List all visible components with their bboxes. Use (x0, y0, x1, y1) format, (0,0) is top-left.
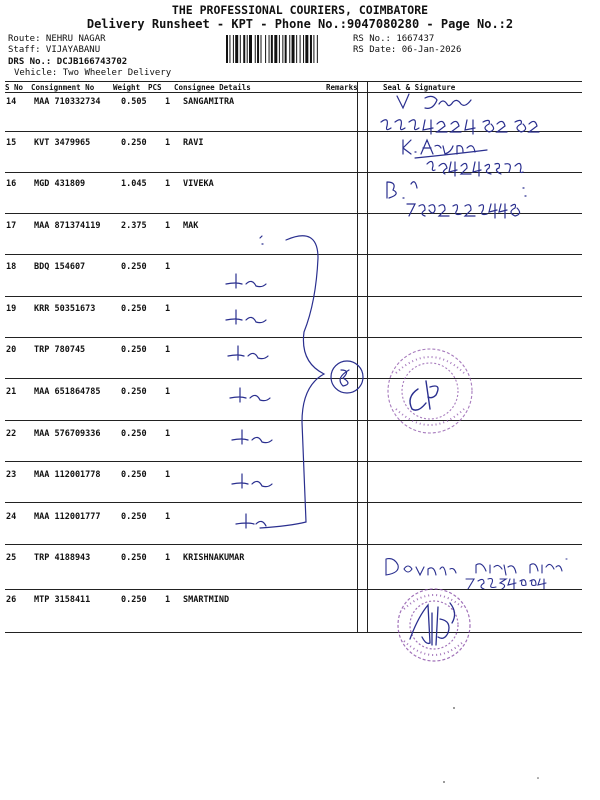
barcode-bar (265, 35, 266, 63)
row-sno: 17 (6, 221, 17, 231)
row-weight: 0.250 (121, 387, 147, 397)
barcode-bar (300, 35, 301, 63)
row-pcs: 1 (165, 595, 171, 605)
row-sno: 18 (6, 262, 17, 272)
row-weight: 0.250 (121, 512, 147, 522)
row-weight: 0.250 (121, 553, 147, 563)
row-pcs: 1 (165, 470, 171, 480)
row-consignee: KRISHNAKUMAR (183, 553, 245, 563)
row-weight: 0.250 (121, 262, 147, 272)
delivery-bracket-mark (220, 222, 370, 542)
row-pcs: 1 (165, 553, 171, 563)
row-pcs: 1 (165, 387, 171, 397)
barcode-bar (305, 35, 308, 63)
row-pcs: 1 (165, 304, 171, 314)
row-consignment: BDQ 154607 (34, 262, 86, 272)
barcode (226, 35, 350, 63)
row-pcs: 1 (165, 429, 171, 439)
barcode-bar (257, 35, 259, 63)
row-sno: 25 (6, 553, 17, 563)
row-consignment: MGD 431809 (34, 179, 86, 189)
row-consignment: MTP 3158411 (34, 595, 91, 605)
row-consignment: KVT 3479965 (34, 138, 91, 148)
barcode-bar (296, 35, 297, 63)
barcode-bar (313, 35, 314, 63)
rs-number: RS No.: 1667437 (353, 34, 435, 44)
barcode-bar (243, 35, 245, 63)
row-sno: 16 (6, 179, 17, 189)
row-weight: 0.250 (121, 345, 147, 355)
row-weight: 0.250 (121, 595, 147, 605)
row-consignee: VIVEKA (183, 179, 214, 189)
row-weight: 0.250 (121, 429, 147, 439)
row-sno: 19 (6, 304, 17, 314)
runsheet-subtitle: Delivery Runsheet - KPT - Phone No.:9047080280 - Page No.:2 (86, 17, 514, 31)
row-consignment: TRP 780745 (34, 345, 86, 355)
drs-value: DCJB166743702 (56, 57, 128, 67)
col-seal-signature: Seal & Signature (383, 83, 456, 92)
barcode-bar (261, 35, 262, 63)
col-weight: Weight (113, 83, 141, 92)
row-sno: 14 (6, 97, 17, 107)
row-weight: 0.250 (121, 138, 147, 148)
row-consignee: SANGAMITRA (183, 97, 235, 107)
barcode-bar (271, 35, 273, 63)
row-sno: 20 (6, 345, 17, 355)
row-sno: 23 (6, 470, 17, 480)
barcode-bar (310, 35, 312, 63)
handwritten-signatures-top (375, 92, 545, 222)
drs-number (8, 57, 127, 67)
col-consignee: Consignee Details (174, 83, 251, 92)
row-pcs: 1 (165, 345, 171, 355)
route-label: Route: NEHRU NAGAR (8, 34, 106, 44)
row-pcs: 1 (165, 138, 171, 148)
barcode-bar (229, 35, 230, 63)
row-pcs: 1 (165, 512, 171, 522)
row-consignment: KRR 50351673 (34, 304, 96, 314)
barcode-bar (233, 35, 234, 63)
row-consignee: MAK (183, 221, 199, 231)
drs-label: DRS No.: (8, 57, 52, 67)
barcode-bar (289, 35, 290, 63)
row-pcs: 1 (165, 221, 171, 231)
row-consignment: MAA 112001778 (34, 470, 101, 480)
row-consignment: MAA 710332734 (34, 97, 101, 107)
page-marks (420, 700, 540, 790)
col-remarks: Remarks (326, 83, 358, 92)
barcode-bar (235, 35, 238, 63)
company-seal-stamp-bottom (392, 583, 476, 667)
row-weight: 1.045 (121, 179, 147, 189)
col-consignment: Consignment No (31, 83, 95, 92)
row-weight: 2.375 (121, 221, 147, 231)
barcode-bar (292, 35, 295, 63)
row-consignment: MAA 871374119 (34, 221, 101, 231)
row-pcs: 1 (165, 262, 171, 272)
col-sno: S No (5, 83, 24, 92)
barcode-bar (249, 35, 252, 63)
row-consignment: MAA 651864785 (34, 387, 101, 397)
barcode-bar (240, 35, 241, 63)
row-weight: 0.250 (121, 470, 147, 480)
col-pcs: PCS (148, 83, 162, 92)
rs-date: RS Date: 06-Jan-2026 (353, 45, 462, 55)
barcode-bar (282, 35, 283, 63)
row-sno: 26 (6, 595, 17, 605)
row-pcs: 1 (165, 97, 171, 107)
row-consignee: SMARTMIND (183, 595, 230, 605)
row-sno: 24 (6, 512, 17, 522)
barcode-bar (285, 35, 287, 63)
row-weight: 0.505 (121, 97, 147, 107)
row-sno: 22 (6, 429, 17, 439)
barcode-bar (279, 35, 280, 63)
row-consignment: MAA 576709336 (34, 429, 101, 439)
barcode-bar (303, 35, 304, 63)
barcode-bar (317, 35, 318, 63)
row-consignment: TRP 4188943 (34, 553, 91, 563)
barcode-bar (247, 35, 248, 63)
row-consignment: MAA 112001777 (34, 512, 101, 522)
row-sno: 15 (6, 138, 17, 148)
handwritten-signature-row25 (380, 545, 580, 589)
vehicle-label: Vehicle: Two Wheeler Delivery (14, 68, 172, 78)
row-pcs: 1 (165, 179, 171, 189)
barcode-bar (226, 35, 228, 63)
barcode-bar (274, 35, 277, 63)
row-sno: 21 (6, 387, 17, 397)
row-weight: 0.250 (121, 304, 147, 314)
company-seal-stamp (378, 343, 482, 439)
barcode-bar (255, 35, 256, 63)
row-consignee: RAVI (183, 138, 204, 148)
barcode-bar (269, 35, 270, 63)
staff-label: Staff: VIJAYABANU (8, 45, 101, 55)
company-title: THE PROFESSIONAL COURIERS, COIMBATORE (171, 3, 429, 17)
